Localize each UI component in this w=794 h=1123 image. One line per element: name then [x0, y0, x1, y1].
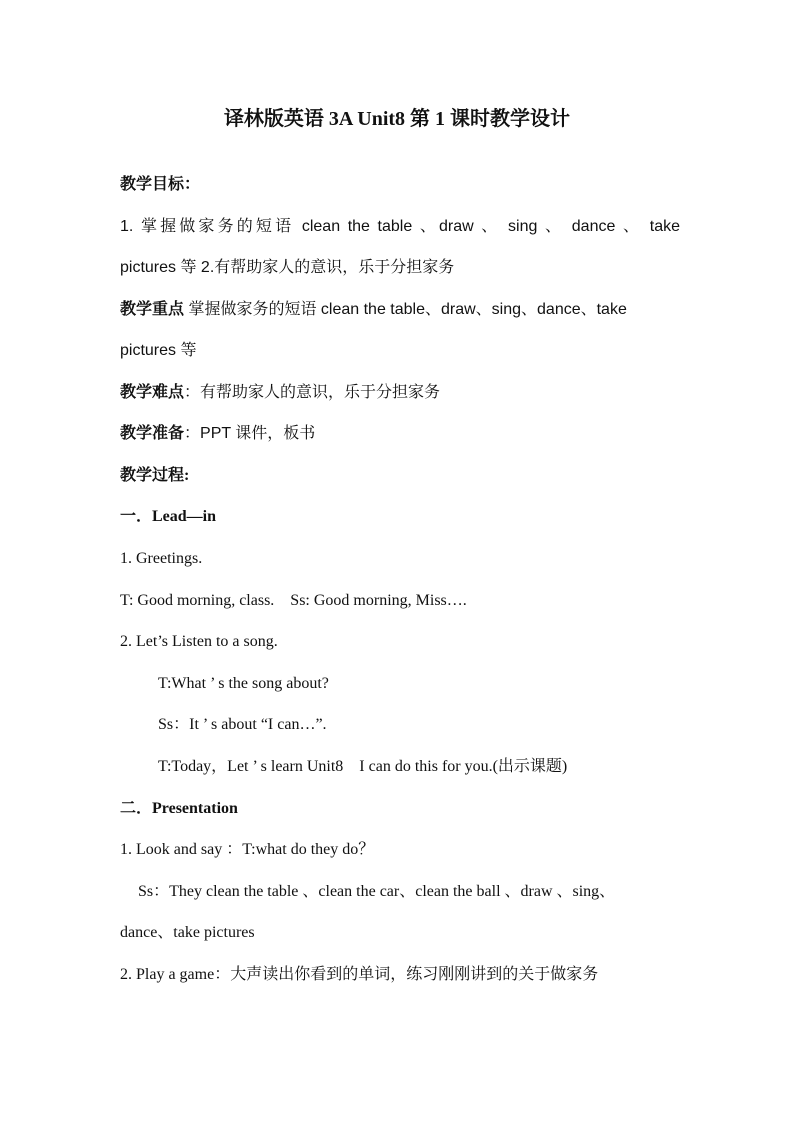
process-heading: 教学过程: [120, 467, 190, 484]
section-1-item-2: 2. Let’s Listen to a song. [120, 633, 278, 650]
section-2-student-line-1: Ss：They clean the table 、clean the car、clean the ball 、draw 、sing、 [138, 883, 616, 900]
preparation-label: 教学准备 [120, 425, 185, 442]
document-title: 译林版英语 3A Unit8 第 1 课时教学设计 [223, 108, 571, 130]
section-1-dialog-1: T: Good morning, class. Ss: Good morning, Miss…. [120, 592, 467, 609]
preparation-text: ：PPT 课件，板书 [184, 425, 316, 442]
objective-line-1: 1. 掌握做家务的短语 clean the table 、draw 、 sing 、 dance 、 take [120, 218, 680, 235]
section-1-student-answer: Ss：It ’ s about “I can…”. [158, 716, 327, 733]
key-point-label: 教学重点 [120, 301, 185, 318]
difficulty-line [120, 383, 680, 403]
section-1-teacher-question: T:What ’ s the song about? [158, 675, 329, 692]
difficulty-label: 教学难点 [120, 384, 185, 401]
key-point-line-1 [120, 300, 680, 320]
preparation-line [120, 424, 680, 444]
objectives-heading: 教学目标： [120, 176, 201, 193]
section-1-heading: 一．Lead—in [120, 508, 217, 525]
section-2-heading: 二．Presentation [120, 800, 238, 817]
key-point-line-2: pictures 等 [120, 342, 197, 359]
section-1-item-1: 1. Greetings. [120, 550, 203, 567]
key-point-text: 掌握做家务的短语 clean the table、draw、sing、dance、take [184, 301, 627, 318]
objective-line-2: pictures 等 2.有帮助家人的意识，乐于分担家务 [120, 259, 455, 276]
section-2-item-2: 2. Play a game：大声读出你看到的单词，练习刚刚讲到的关于做家务 [120, 966, 599, 983]
difficulty-text: ：有帮助家人的意识，乐于分担家务 [184, 384, 441, 401]
section-2-student-line-2: dance、take pictures [120, 924, 255, 941]
section-1-teacher-intro: T:Today，Let ’ s learn Unit8 I can do this for you.(出示课题) [158, 758, 568, 775]
section-2-item-1: 1. Look and say ：T:what do they do？ [120, 841, 375, 858]
